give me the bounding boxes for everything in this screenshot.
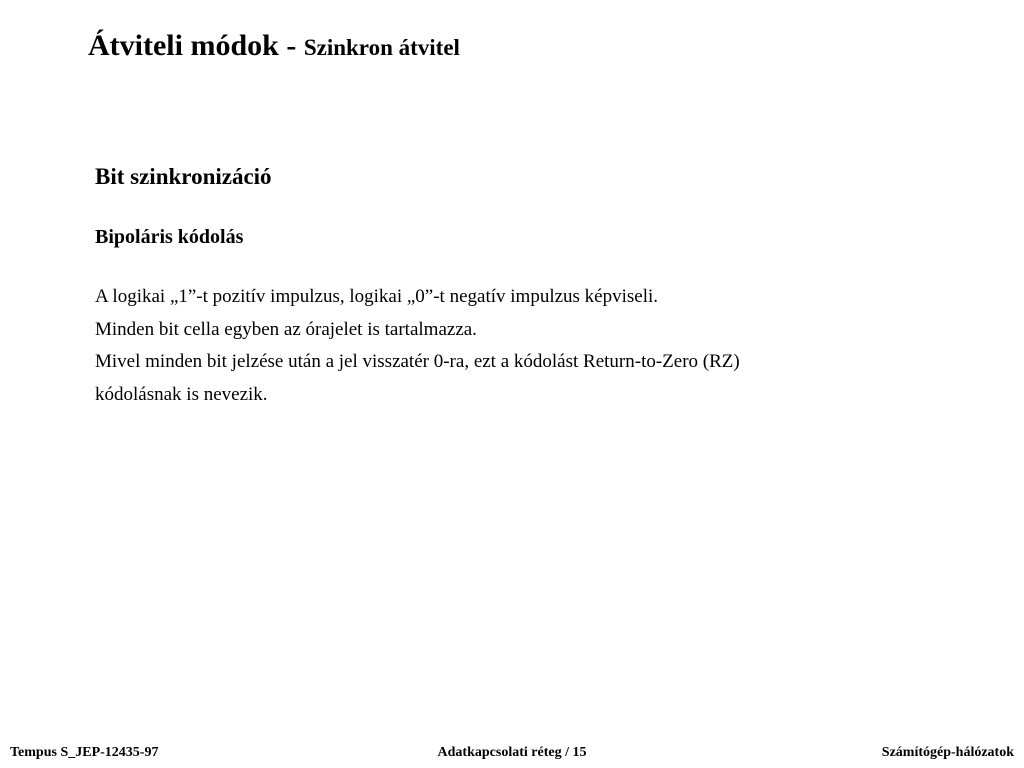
body-text <box>95 281 975 411</box>
slide-footer <box>0 742 1024 764</box>
slide-title-main: Átviteli módok <box>88 29 279 62</box>
body-line: Minden bit cella egyben az órajelet is tartalmazza. <box>95 318 477 340</box>
footer-chapter-page: Adatkapcsolati réteg / 15 <box>437 745 587 760</box>
body-line: A logikai „1”-t pozitív impulzus, logikai „0”-t negatív impulzus képviseli. <box>95 286 659 307</box>
body-line: Mivel minden bit jelzése után a jel visszatér 0-ra, ezt a kódolást Return-to-Zero (RZ) <box>95 351 740 372</box>
footer-course-title: Számítógép-hálózatok <box>881 745 1014 760</box>
slide-title-separator: - <box>278 29 304 62</box>
body-line: kódolásnak is nevezik. <box>95 383 268 405</box>
footer-course-code: Tempus S_JEP-12435-97 <box>10 745 159 760</box>
section-heading: Bit szinkronizáció <box>95 164 272 189</box>
subsection-heading: Bipoláris kódolás <box>95 226 244 248</box>
slide-title <box>88 24 460 68</box>
slide-title-subtitle: Szinkron átvitel <box>303 35 460 60</box>
